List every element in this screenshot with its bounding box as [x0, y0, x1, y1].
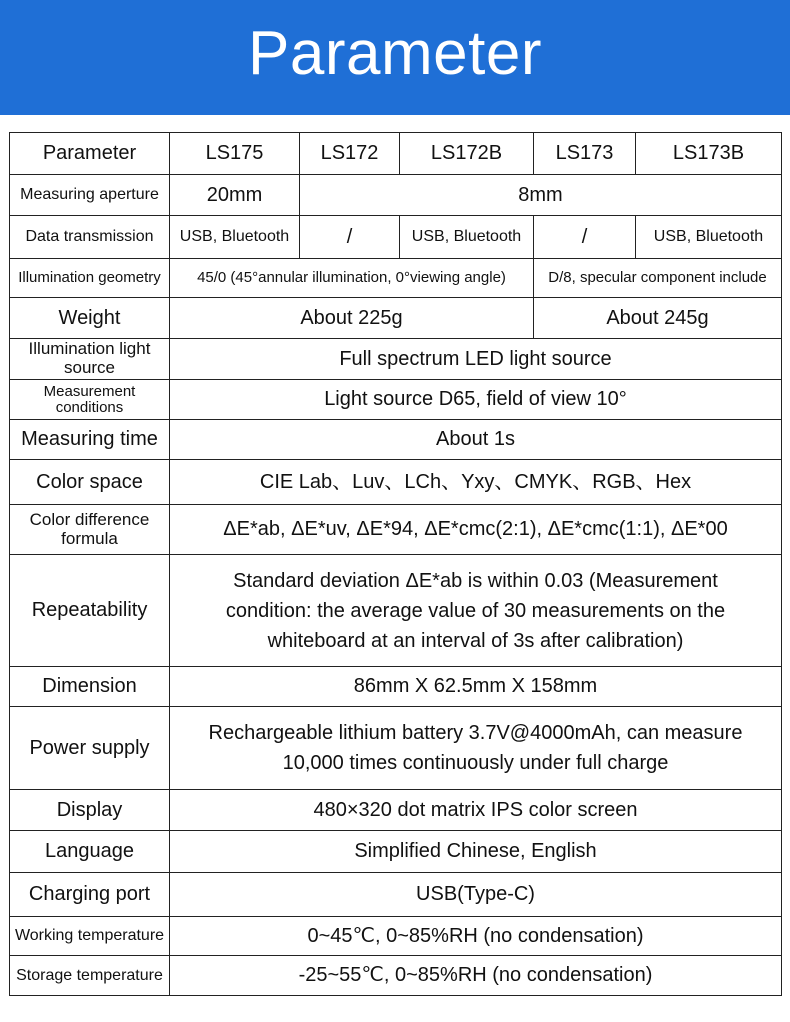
geometry-ls173x: D/8, specular component include [534, 259, 782, 298]
aperture-ls175: 20mm [170, 175, 300, 216]
row-difference [10, 505, 782, 555]
label-language: Language [10, 831, 170, 873]
value-dimension: 86mm X 62.5mm X 158mm [170, 667, 782, 707]
geometry-ls17x: 45/0 (45°annular illumination, 0°viewing angle) [170, 259, 534, 298]
row-working-temp [10, 917, 782, 956]
row-repeatability [10, 555, 782, 667]
label-difference: Color difference formula [10, 505, 170, 555]
value-conditions: Light source D65, field of view 10° [170, 380, 782, 420]
transmission-ls175: USB, Bluetooth [170, 216, 300, 259]
row-storage-temp [10, 956, 782, 996]
row-weight [10, 298, 782, 339]
aperture-others: 8mm [300, 175, 782, 216]
value-charging: USB(Type-C) [170, 873, 782, 917]
weight-ls173x: About 245g [534, 298, 782, 339]
value-language: Simplified Chinese, English [170, 831, 782, 873]
value-color-space: CIE Lab、Luv、LCh、Yxy、CMYK、RGB、Hex [170, 460, 782, 505]
row-language [10, 831, 782, 873]
model-ls172b: LS172B [400, 133, 534, 175]
weight-ls17x: About 225g [170, 298, 534, 339]
label-time: Measuring time [10, 420, 170, 460]
row-charging [10, 873, 782, 917]
label-aperture: Measuring aperture [10, 175, 170, 216]
value-display: 480×320 dot matrix IPS color screen [170, 790, 782, 831]
label-dimension: Dimension [10, 667, 170, 707]
row-transmission [10, 216, 782, 259]
page-title: Parameter [248, 19, 542, 88]
model-ls173: LS173 [534, 133, 636, 175]
title-banner [0, 0, 790, 115]
row-geometry [10, 259, 782, 298]
header-row [10, 133, 782, 175]
label-color-space: Color space [10, 460, 170, 505]
label-weight: Weight [10, 298, 170, 339]
value-time: About 1s [170, 420, 782, 460]
row-display [10, 790, 782, 831]
header-label: Parameter [10, 133, 170, 175]
label-light-source: Illumination light source [10, 339, 170, 380]
label-display: Display [10, 790, 170, 831]
transmission-ls173b: USB, Bluetooth [636, 216, 782, 259]
label-charging: Charging port [10, 873, 170, 917]
parameter-table [9, 132, 782, 996]
value-working-temp: 0~45℃, 0~85%RH (no condensation) [170, 917, 782, 956]
label-transmission: Data transmission [10, 216, 170, 259]
model-ls175: LS175 [170, 133, 300, 175]
row-light-source [10, 339, 782, 380]
value-difference: ΔE*ab, ΔE*uv, ΔE*94, ΔE*cmc(2:1), ΔE*cmc(1:1), ΔE*00 [170, 505, 782, 555]
row-aperture [10, 175, 782, 216]
row-power [10, 707, 782, 790]
value-storage-temp: -25~55℃, 0~85%RH (no condensation) [170, 956, 782, 996]
label-geometry: Illumination geometry [10, 259, 170, 298]
row-dimension [10, 667, 782, 707]
label-repeatability: Repeatability [10, 555, 170, 667]
transmission-ls172b: USB, Bluetooth [400, 216, 534, 259]
transmission-ls173: / [534, 216, 636, 259]
label-storage-temp: Storage temperature [10, 956, 170, 996]
value-power: Rechargeable lithium battery 3.7V@4000mAh, can measure 10,000 times continuously under full charge [170, 707, 782, 790]
label-conditions: Measurement conditions [10, 380, 170, 420]
value-repeatability: Standard deviation ΔE*ab is within 0.03 (Measurement condition: the average value of 30 measurements on the whiteboard at an interval of 3s after calibration) [170, 555, 782, 667]
row-conditions [10, 380, 782, 420]
row-color-space [10, 460, 782, 505]
label-power: Power supply [10, 707, 170, 790]
row-time [10, 420, 782, 460]
model-ls172: LS172 [300, 133, 400, 175]
model-ls173b: LS173B [636, 133, 782, 175]
transmission-ls172: / [300, 216, 400, 259]
value-light-source: Full spectrum LED light source [170, 339, 782, 380]
label-working-temp: Working temperature [10, 917, 170, 956]
